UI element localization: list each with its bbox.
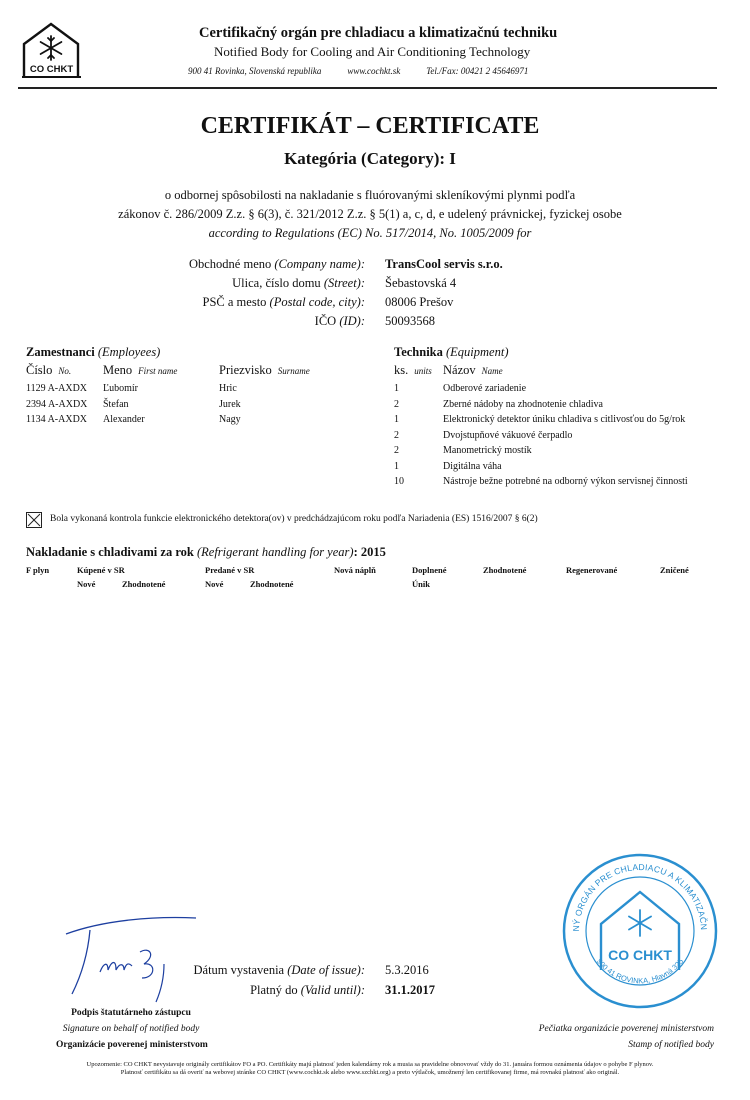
header-divider [18, 87, 717, 89]
employee-no: 1134 A-AXDX [26, 414, 88, 425]
employees-title: Zamestnanci (Employees) [26, 345, 161, 359]
employee-first: Ľubomír [103, 383, 138, 394]
employee-last: Hric [219, 383, 237, 394]
id-label: IČO (ID): [314, 314, 365, 328]
logo-text: CO CHKT [29, 64, 74, 75]
footer-note-1: Upozornenie: CO CHKT nevystavuje originály certifikátov FO a PO. Certifikáty majú platnosť jeden kalendárny rok a musia sa pravidelne obnovovať vždy do 31. januára formou oznámenia údajov o pohybe F plynov. [86, 1061, 654, 1068]
equipment-name: Odberové zariadenie [443, 383, 527, 394]
col-sold: Predané v SR [205, 565, 255, 575]
issue-date-value: 5.3.2016 [385, 963, 429, 977]
employee-last: Nagy [219, 414, 241, 425]
employee-no: 2394 A-AXDX [26, 399, 88, 410]
stamp-label-en: Stamp of notified body [628, 1040, 714, 1050]
signature-image [64, 912, 204, 1012]
employees-col-no: Číslo No. [26, 363, 72, 377]
equipment-units: 1 [394, 383, 399, 394]
stamp-bottom-text: 900 41 ROVINKA, Hlavná 325 [594, 956, 686, 986]
employees-col-last: Priezvisko Surname [219, 363, 310, 377]
valid-until-label: Platný do (Valid until): [250, 983, 365, 997]
certificate-title: CERTIFIKÁT – CERTIFICATE [200, 113, 540, 139]
org-name-en: Notified Body for Cooling and Air Conditioning Technology [214, 44, 531, 59]
equipment-col-units: ks. units [394, 363, 432, 377]
signature-label-en: Signature on behalf of notified body [62, 1024, 200, 1034]
refrigerant-title: Nakladanie s chladivami za rok (Refrigerant handling for year): 2015 [26, 545, 386, 559]
org-phone: Tel./Fax: 00421 2 45646971 [426, 66, 529, 76]
signature-label-sk: Podpis štatutárneho zástupcu [71, 1008, 191, 1018]
equipment-name: Dvojstupňové vákuové čerpadlo [443, 430, 573, 441]
stamp-label-sk: Pečiatka organizácie poverenej ministerstvom [538, 1024, 714, 1034]
city-value: 08006 Prešov [385, 295, 454, 309]
col-sold-new: Nové [205, 579, 224, 589]
signature-org: Organizácie poverenej ministerstvom [56, 1040, 208, 1050]
stamp-ring-text: NÝ ORGÁN PRE CHLADIACU A KLIMATIZAČN [570, 861, 710, 932]
col-bought: Kúpené v SR [77, 565, 125, 575]
col-new-fill: Nová náplň [334, 565, 376, 575]
detector-check-text: Bola vykonaná kontrola funkcie elektronického detektora(ov) v predchádzajúcom roku podľa Nariadenia (ES) 1516/2007 § 6(2) [50, 514, 538, 524]
equipment-name: Zberné nádoby na zhodnotenie chladiva [443, 399, 603, 410]
valid-until-value: 31.1.2017 [385, 983, 435, 997]
org-name-sk: Certifikačný orgán pre chladiacu a klimatizačnú techniku [199, 25, 558, 41]
col-leak: Únik [412, 579, 430, 589]
street-value: Šebastovská 4 [385, 276, 457, 290]
employee-no: 1129 A-AXDX [26, 383, 88, 394]
intro-line-3: according to Regulations (EC) No. 517/2014, No. 1005/2009 for [208, 226, 532, 240]
col-recovered: Zhodnotené [483, 565, 527, 575]
certificate-category: Kategória (Category): I [284, 149, 456, 168]
issue-date-label: Dátum vystavenia (Date of issue): [193, 963, 365, 977]
company-name-label: Obchodné meno (Company name): [188, 257, 365, 271]
equipment-units: 2 [394, 399, 399, 410]
street-label: Ulica, číslo domu (Street): [232, 276, 365, 290]
intro-line-1: o odbornej spôsobilosti na nakladanie s fluórovanými skleníkovými plynmi podľa [164, 188, 576, 202]
equipment-title: Technika (Equipment) [394, 345, 509, 359]
equipment-col-name: Názov Name [443, 363, 503, 377]
equipment-units: 10 [394, 476, 404, 487]
employees-col-first: Meno First name [103, 363, 178, 377]
equipment-name: Nástroje bežne potrebné na odborný výkon servisnej činnosti [443, 476, 688, 487]
org-address: 900 41 Rovinka, Slovenská republika [188, 66, 322, 76]
company-name-value: TransCool servis s.r.o. [385, 257, 503, 271]
col-gas: F plyn [26, 565, 50, 575]
equipment-units: 2 [394, 445, 399, 456]
stamp-center-text: CO CHKT [608, 947, 672, 963]
equipment-name: Elektronický detektor úniku chladiva s citlivosťou do 5g/rok [443, 414, 686, 425]
employee-first: Alexander [103, 414, 145, 425]
col-destroyed: Zničené [660, 565, 689, 575]
co-chkt-logo [22, 22, 81, 78]
col-sold-recovered: Zhodnotené [250, 579, 294, 589]
equipment-name: Manometrický mostík [443, 445, 532, 456]
footer-note-2: Platnosť certifikátu sa dá overiť na webovej stránke CO CHKT (www.cochkt.sk alebo www.szchkt.org) a preto výtlačok, umožnený len certifikovanej firme, má rovnakú platnosť ako originál. [120, 1069, 620, 1076]
col-topped: Doplnené [412, 565, 447, 575]
col-regenerated: Regenerované [566, 565, 618, 575]
detector-check-checkbox[interactable] [26, 512, 42, 528]
city-label: PSČ a mesto (Postal code, city): [202, 295, 365, 309]
org-web: www.cochkt.sk [347, 66, 401, 76]
id-value: 50093568 [385, 314, 435, 328]
official-stamp [561, 852, 719, 1010]
employee-last: Jurek [219, 399, 241, 410]
org-contact [188, 66, 554, 76]
intro-line-2: zákonov č. 286/2009 Z.z. § 6(3), č. 321/2012 Z.z. § 5(1) a, c, d, e udelený právnickej, fyzickej osobe [118, 207, 622, 221]
col-bought-recovered: Zhodnotené [122, 579, 166, 589]
employee-first: Štefan [103, 399, 129, 410]
refrigerant-year: 2015 [360, 545, 386, 559]
equipment-units: 1 [394, 414, 399, 425]
equipment-name: Digitálna váha [443, 461, 502, 472]
col-bought-new: Nové [77, 579, 96, 589]
equipment-units: 2 [394, 430, 399, 441]
equipment-units: 1 [394, 461, 399, 472]
